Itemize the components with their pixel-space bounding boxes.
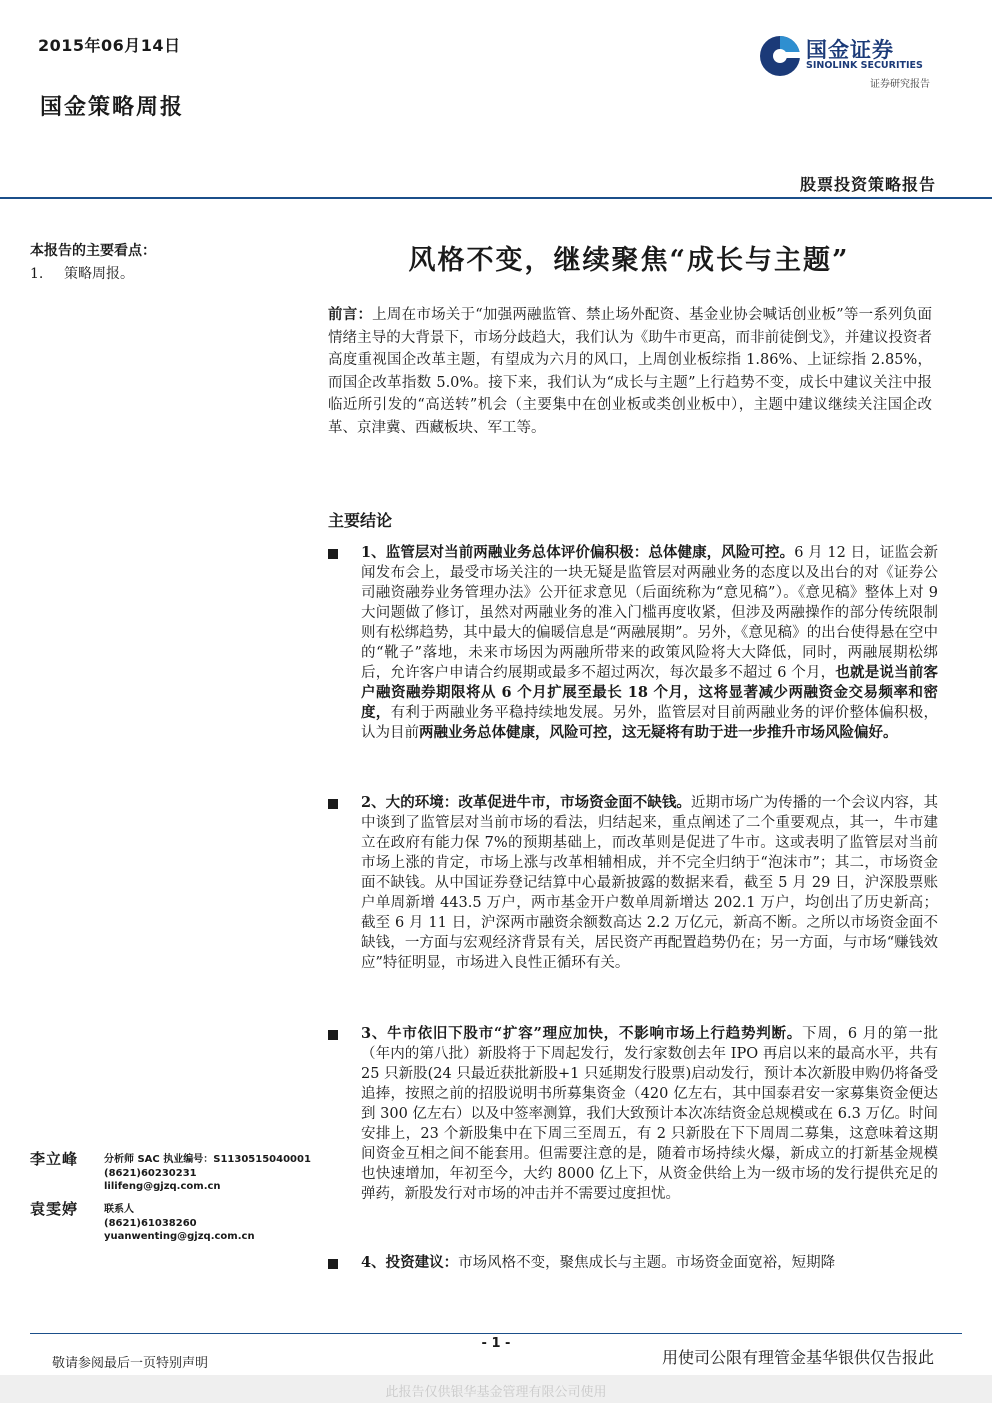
contact-name: 袁雯婷 xyxy=(30,1200,79,1218)
bullet-square-icon xyxy=(328,1259,338,1269)
contact-info xyxy=(104,1203,255,1244)
bullet-square-icon xyxy=(328,549,338,559)
sinolink-logo-icon xyxy=(756,32,804,80)
analyst-credential: 分析师 SAC 执业编号：S1130515040001 xyxy=(104,1154,311,1165)
analyst-email[interactable]: lilifeng@gjzq.com.cn xyxy=(104,1181,221,1192)
analyst-name: 李立峰 xyxy=(30,1150,79,1168)
footer-divider xyxy=(30,1333,962,1334)
report-type: 股票投资策略报告 xyxy=(799,175,936,194)
logo-english-name: SINOLINK SECURITIES xyxy=(806,60,923,71)
conclusion-item xyxy=(328,1024,938,1204)
conclusion-item xyxy=(328,543,938,743)
contact-role: 联系人 xyxy=(104,1204,134,1215)
contact-phone: (8621)61038260 xyxy=(104,1217,197,1229)
preface-label: 前言： xyxy=(328,306,373,323)
watermark: 此报告仅供银华基金管理有限公司使用 xyxy=(385,1385,607,1400)
preface-text: 上周在市场关于“加强两融监管、禁止场外配资、基金业协会喊话创业板”等一系列负面情绪主导的大背景下，市场分歧趋大，我们认为《助牛市更高，而非前徒倒戈》，并建议投资者高度重视国企改革主题，有望成为六月的风口，上周创业板综指 1.86%、上证综指 2.85%，而国企改革指数 5.0%。接下来，我们认为“成长与主题”上行趋势不变，成长中建议关注中报临近所引发的“高送转”机会（主要集中在创业板或类创业板中），主题中建议继续关注国企改革、京津冀、西藏板块、军工等。 xyxy=(328,307,932,436)
conclusion-item xyxy=(328,1253,938,1273)
conclusion-body: 近期市场广为传播的一个会议内容，其中谈到了监管层对当前市场的看法，归结起来，重点阐述了二个重要观点，其一，牛市建立在政府有能力保 7%的预期基础上，而改革则是促进了牛市。这或表明了监管层对当前市场上涨的肯定，市场上涨与改革相辅相成，并不完全归纳于“泡沫市”；其二，市场资金面不缺钱。从中国证券登记结算中心最新披露的数据来看，截至 5 月 29 日，沪深股票账户单周新增 443.5 万户，两市基金开户数单周新增达 202.1 万户，均创出了历史新高；截至 6 月 11 日，沪深两市融资余额数高达 2.2 万亿元，新高不断。之所以市场资金面不缺钱，一方面与宏观经济背景有关，居民资产再配置趋势仍在；另一方面，与市场“赚钱效应”特征明显，市场进入良性正循环有关。 xyxy=(361,795,938,971)
conclusions-heading: 主要结论 xyxy=(328,511,393,530)
header-divider xyxy=(0,197,992,199)
bullet-square-icon xyxy=(328,799,338,809)
conclusion-body: 下周，6 月的第一批（年内的第八批）新股将于下周起发行，发行家数创去年 IPO 再启以来的最高水平，共有 25 只新股(24 只最近获批新股+1 只延期发行股票)启动发行，预计本次新股申购仍将备受追捧，按照之前的招股说明书所募集资金（420 亿左右，其中国泰君安一家募集资金便达到 300 亿左右）以及中签率测算，我们大致预计本次冻结资金总规模或在 6.3 万亿。时间安排上，23 个新股集中在下周三至周五，有 2 只新股在下下周周二募集，这意味着这期间资金互相之间不能套用。但需要注意的是，随着市场持续火爆，新成立的打新基金规模也快速增加，年初至今，大约 8000 亿上下，从资金供给上为一级市场的发行提供充足的弹药，新股发行对市场的冲击并不需要过度担忧。 xyxy=(361,1026,938,1202)
conclusion-headline: 3、牛市依旧下股市“扩容”理应加快，不影响市场上行趋势判断。 xyxy=(361,1025,803,1042)
highlights-item-number: 1. xyxy=(30,266,44,282)
contact-email[interactable]: yuanwenting@gjzq.com.cn xyxy=(104,1231,255,1242)
conclusion-headline: 1、监管层对当前两融业务总体评价偏积极：总体健康，风险可控。 xyxy=(361,544,795,561)
conclusion-body: 市场风格不变，聚焦成长与主题。市场资金面宽裕，短期降 xyxy=(458,1255,836,1271)
conclusion-emphasis: 两融业务总体健康，风险可控，这无疑将有助于进一步推升市场风险偏好。 xyxy=(419,724,898,741)
highlights-item-text: 策略周报。 xyxy=(64,266,134,282)
logo-subtitle: 证券研究报告 xyxy=(870,79,930,90)
report-date: 2015年06月14日 xyxy=(38,36,181,55)
conclusion-emphasis: 也就是说当前客户融资融券期限将从 6 个月扩展至最长 18 个月，这将显著减少两融资金交易频率和密度， xyxy=(361,664,938,721)
conclusion-headline: 4、投资建议： xyxy=(361,1254,459,1271)
conclusion-item xyxy=(328,793,938,973)
analyst-contact xyxy=(104,1153,311,1194)
report-title: 风格不变，继续聚焦“成长与主题” xyxy=(408,245,850,276)
disclaimer-note: 敬请参阅最后一页特别声明 xyxy=(52,1356,209,1371)
highlights-heading: 本报告的主要看点： xyxy=(30,243,156,259)
highlights-item xyxy=(30,263,134,283)
usage-notice: 用使司公限有理管金基华银供仅告报此 xyxy=(661,1348,934,1367)
conclusion-body: 有利于两融业务平稳持续地发展。另外，监管层对目前两融业务的评价整体偏积极，认为目前 xyxy=(361,705,939,741)
logo-chinese-name: 国金证券 xyxy=(806,38,894,62)
preface-paragraph xyxy=(328,304,932,440)
conclusion-headline: 2、大的环境：改革促进牛市，市场资金面不缺钱。 xyxy=(361,794,691,811)
page-number: - 1 - xyxy=(481,1336,511,1351)
conclusion-body: 6 月 12 日，证监会新闻发布会上，最受市场关注的一块无疑是监管层对两融业务的态度以及出台的对《证券公司融资融券业务管理办法》公开征求意见（后面统称为“意见稿”）。《意见稿》整体上对 9 大问题做了修订，虽然对两融业务的准入门槛再度收紧，但涉及两融操作的部分传统限制则有松绑趋势，其中最大的偏暖信息是“两融展期”。另外，《意见稿》的出台使得悬在空中的“靴子”落地，未来市场因为两融所带来的政策风险将大大降低，同时，两融展期松绑后，允许客户申请合约展期或最多不超过两次，每次最多不超过 6 个月， xyxy=(361,545,938,681)
bullet-square-icon xyxy=(328,1030,338,1040)
series-name: 国金策略周报 xyxy=(40,94,185,120)
analyst-phone: (8621)60230231 xyxy=(104,1167,197,1179)
